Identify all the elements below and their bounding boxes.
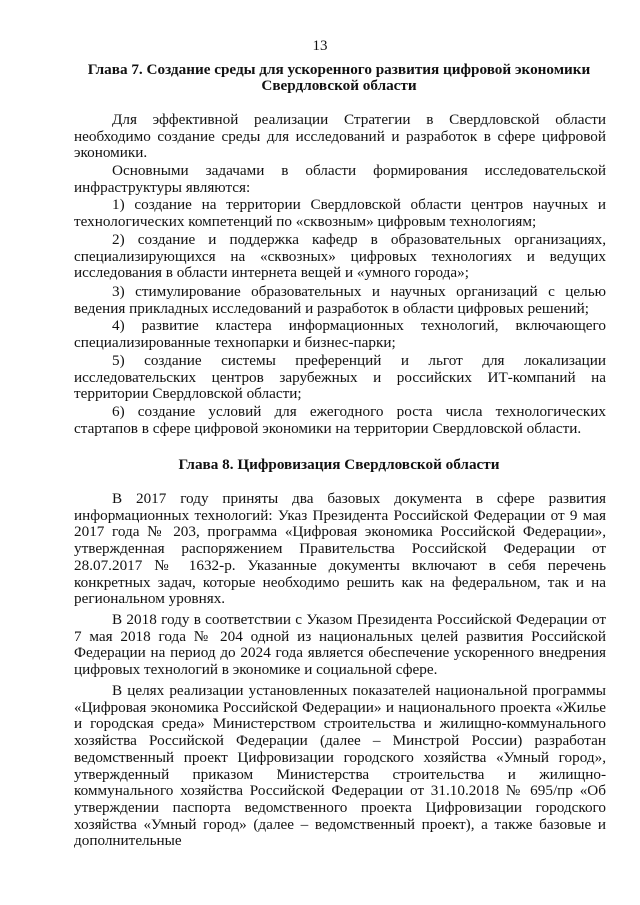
list-item: 2) создание и поддержка кафедр в образовательных организациях, специализирующихся на «сквозных» цифровых технологиях и ведущих исследования в области интернета вещей и «умного города»; <box>74 231 606 282</box>
list-item: 3) стимулирование образовательных и научных организаций с целью ведения прикладных исследований и разработок в области цифровых решений; <box>74 283 606 317</box>
paragraph: В 2017 году приняты два базовых документа в сфере развития информационных технологий: Указ Президента Российской Федерации от 9 мая 2017 года № 203, программа «Цифровая экономика Российской Федерации», утвержденная распоряжением Правительства Российской Федерации от 28.07.2017 № 1632-р. Указанные документы включают в себя перечень конкретных задач, которые необходимо решить как на федеральном, так и на региональном уровнях. <box>74 490 606 608</box>
list-item: 4) развитие кластера информационных технологий, включающего специализированные технопарки и бизнес-парки; <box>74 317 606 351</box>
list-item: 5) создание системы преференций и льгот для локализации исследовательских центров зарубежных и российских ИТ-компаний на территории Свердловской области; <box>74 352 606 403</box>
paragraph: В 2018 году в соответствии с Указом Президента Российской Федерации от 7 мая 2018 года № 204 одной из национальных целей развития Российской Федерации на период до 2024 года является обеспечение ускоренного внедрения цифровых технологий в экономике и социальной сфере. <box>74 611 606 679</box>
list-item: 6) создание условий для ежегодного роста числа технологических стартапов в сфере цифровой экономики на территории Свердловской области. <box>74 403 606 437</box>
paragraph: Основными задачами в области формирования исследовательской инфраструктуры являются: <box>74 162 606 196</box>
chapter-7-title: Глава 7. Создание среды для ускоренного развития цифровой экономики Свердловской области <box>87 61 591 95</box>
paragraph: В целях реализации установленных показателей национальной программы «Цифровая экономика Российской Федерации» и национального проекта «Жилье и городская среда» Министерством строительства и жилищно-коммунального хозяйства Российской Федерации (далее – Минстрой России) разработан ведомственный проект Цифровизации городского хозяйства «Умный город», утвержденный приказом Министерства строительства и жилищно-коммунального хозяйства Российской Федерации от 31.10.2018 № 695/пр «Об утверждении паспорта ведомственного проекта Цифровизации городского хозяйства «Умный город» (далее – ведомственный проект), а также базовые и дополнительные <box>74 682 606 850</box>
page-number: 13 <box>312 38 328 54</box>
paragraph: Для эффективной реализации Стратегии в Свердловской области необходимо создание среды для исследований и разработок в сфере цифровой экономики. <box>74 111 606 162</box>
list-item: 1) создание на территории Свердловской области центров научных и технологических компетенций по «сквозным» цифровым технологиям; <box>74 196 606 230</box>
chapter-8-title: Глава 8. Цифровизация Свердловской области <box>178 456 500 473</box>
